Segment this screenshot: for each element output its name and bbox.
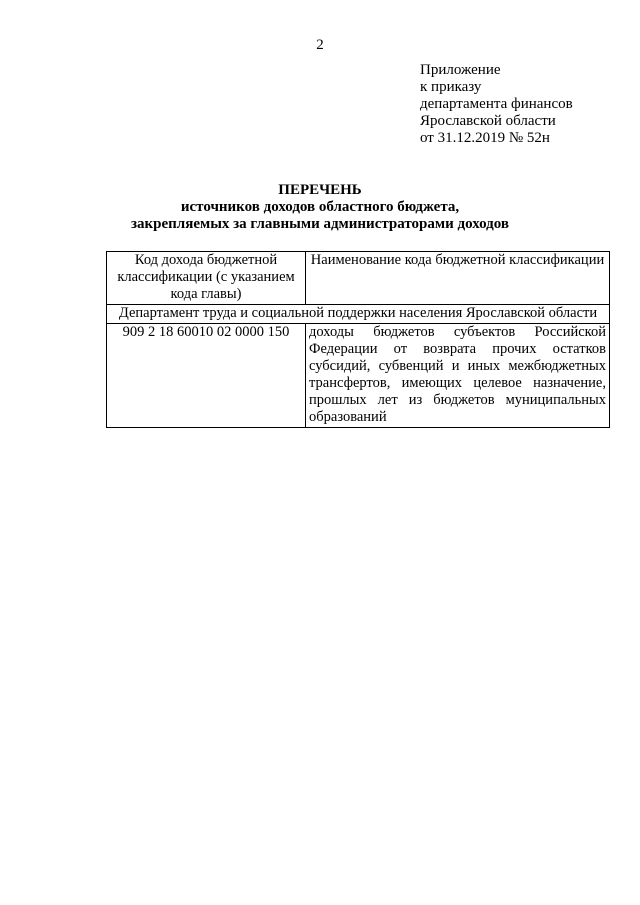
heading-title: ПЕРЕЧЕНЬ [278, 182, 362, 198]
heading-line-1: источников доходов областного бюджета, [180, 199, 460, 215]
page-number: 2 [316, 37, 324, 53]
income-code: 909 2 18 60010 02 0000 150 [107, 324, 306, 428]
appendix-block [420, 62, 573, 147]
department-name: Департамент труда и социальной поддержки населения Ярославской области [107, 305, 610, 324]
table-row [107, 324, 610, 428]
heading-line-2: закрепляемых за главными администраторами доходов [130, 216, 510, 232]
document-heading [0, 182, 640, 233]
department-row [107, 305, 610, 324]
header-name: Наименование кода бюджетной классификации [306, 252, 610, 305]
appendix-line: к приказу [420, 79, 482, 95]
table-header-row [107, 252, 610, 305]
header-code: Код дохода бюджетной классификации (с указанием кода главы) [107, 252, 306, 305]
income-sources-table [106, 251, 610, 428]
income-name: доходы бюджетов субъектов Российской Федерации от возврата прочих остатков субсидий, субвенций и иных межбюджетных трансфертов, имеющих целевое назначение, прошлых лет из бюджетов муниципальных образований [306, 324, 610, 428]
appendix-line: Приложение [420, 62, 501, 78]
appendix-line: департамента финансов [420, 96, 573, 112]
appendix-line: Ярославской области [420, 113, 556, 129]
appendix-date-number: от 31.12.2019 № 52н [420, 130, 550, 146]
